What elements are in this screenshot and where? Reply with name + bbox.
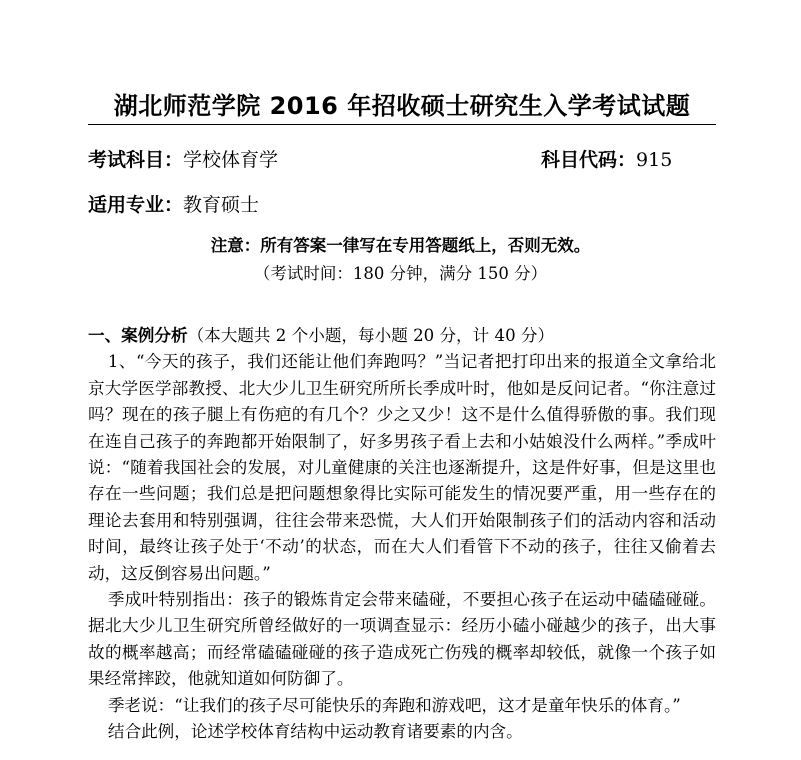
question-1-paragraph: 1、“今天的孩子，我们还能让他们奔跑吗？”当记者把打印出来的报道全文拿给北京大学医学部教授、北大少儿卫生研究所所长季成叶时，他如是反问记者。“你注意过吗？现在的孩子腿上有伤疤的有几个？少之又少！这不是什么值得骄傲的事。我们现在连自己孩子的奔跑都开始限制了，好多男孩子看上去和小姑娘没什么两样。”季成叶说：“随着我国社会的发展，对儿童健康的关注也逐渐提升，这是件好事，但是这里也存在一些问题；我们总是把问题想象得比实际可能发生的情况要严重，用一些存在的理论去套用和特别强调，往往会带来恐慌，大人们开始限制孩子们的活动内容和活动时间，最终让孩子处于‘不动’的状态，而在大人们看管下不动的孩子，往往又偷着去动，这反倒容易出问题。” (88, 352, 716, 583)
section-1 (88, 323, 716, 746)
subject-label: 考试科目： (88, 149, 184, 171)
subject-value: 学校体育学 (183, 149, 279, 171)
major-value: 教育硕士 (183, 194, 260, 216)
section-1-heading-title: 一、案例分析 (88, 326, 188, 345)
section-1-heading (88, 323, 716, 349)
title-divider (88, 124, 716, 125)
question-prompt: 结合此例，论述学校体育结构中运动教育诸要素的内含。 (107, 722, 523, 742)
subject-code-label: 科目代码： (541, 149, 637, 171)
major-label: 适用专业： (88, 194, 184, 216)
major-line (88, 191, 259, 219)
subject-line (88, 146, 278, 174)
section-1-heading-note: （本大题共 2 个小题，每小题 20 分，计 40 分） (187, 326, 555, 345)
subject-code-value: 915 (636, 149, 673, 171)
exam-time-info: （考试时间：180 分钟，满分 150 分） (253, 264, 548, 283)
case-paragraph-2: 季成叶特别指出：孩子的锻炼肯定会带来磕碰，不要担心孩子在运动中磕磕碰碰。据北大少儿卫生研究所曾经做好的一项调查显示：经历小磕小碰越少的孩子，出大事故的概率越高；而经常磕磕碰碰的孩子造成死亡伤残的概率却较低，就像一个孩子如果经常摔跤，他就知道如何防御了。 (88, 590, 716, 689)
answer-notice: 注意：所有答案一律写在专用答题纸上，否则无效。 (210, 236, 591, 255)
page-title: 湖北师范学院 2016 年招收硕士研究生入学考试试题 (113, 92, 691, 120)
case-paragraph-3: 季老说：“让我们的孩子尽可能快乐的奔跑和游戏吧，这才是童年快乐的体育。” (107, 695, 681, 715)
subject-code-line (541, 146, 672, 174)
